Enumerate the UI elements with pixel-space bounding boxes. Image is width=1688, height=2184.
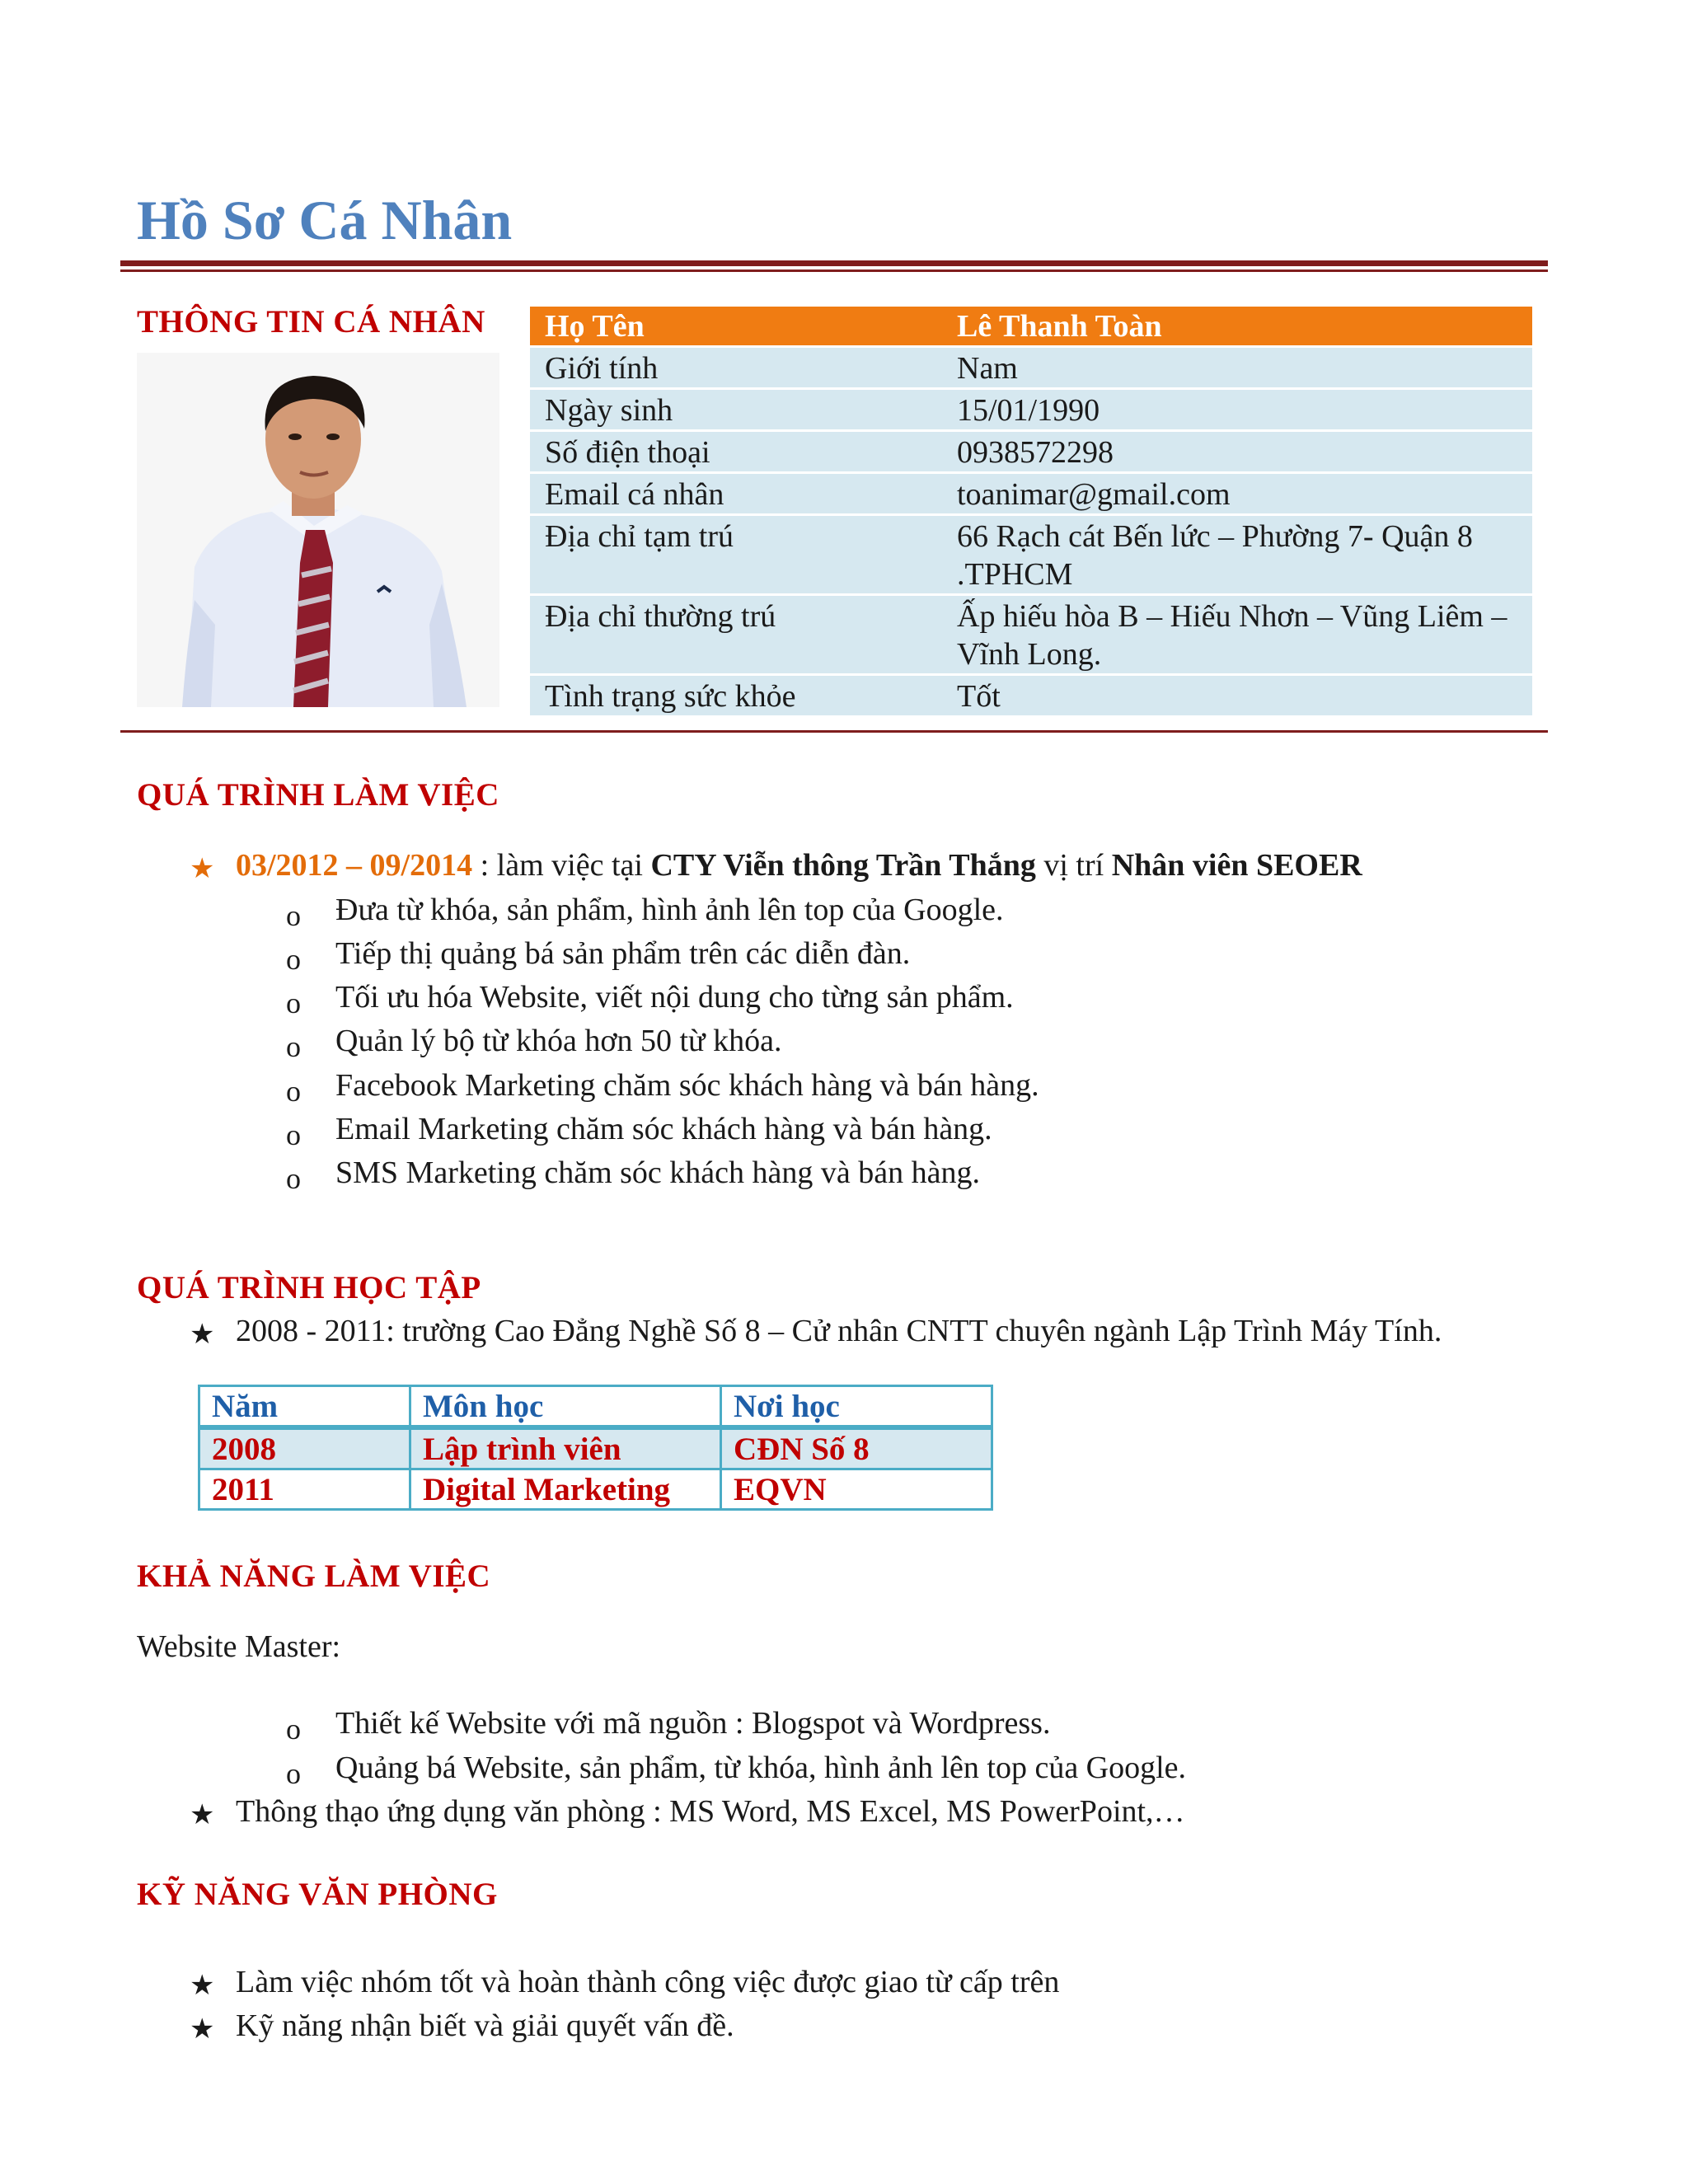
info-label: Ngày sinh <box>545 393 673 428</box>
info-header-row <box>530 307 1532 348</box>
star-bullet-icon: ★ <box>190 854 215 884</box>
info-value: Nam <box>957 351 1018 386</box>
info-row-phone <box>530 432 1532 474</box>
education-table-header <box>199 1386 992 1428</box>
info-value: 66 Rạch cát Bến lức – Phường 7- Quận 8 .TPHCM <box>957 519 1473 592</box>
name-label: Họ Tên <box>545 308 645 344</box>
info-row-birthday <box>530 390 1532 432</box>
office-skill-item: Làm việc nhóm tốt và hoàn thành công việc được giao từ cấp trên <box>236 1965 1060 1999</box>
work-period: 03/2012 – 09/2014 <box>236 848 473 883</box>
cell-year: 2008 <box>199 1427 410 1469</box>
cell-subject: Digital Marketing <box>410 1469 721 1510</box>
info-row-perm-address <box>530 596 1532 676</box>
star-bullet-icon: ★ <box>190 1800 215 1830</box>
profile-photo <box>137 353 499 707</box>
work-company: CTY Viễn thông Trần Thắng <box>650 848 1036 883</box>
work-position: Nhân viên SEOER <box>1111 848 1362 883</box>
office-skills-heading: KỸ NĂNG VĂN PHÒNG <box>137 1877 498 1912</box>
circle-bullet-icon: o <box>286 1757 301 1790</box>
work-task: Quản lý bộ từ khóa hơn 50 từ khóa. <box>335 1024 782 1058</box>
work-text-2: vị trí <box>1035 848 1112 883</box>
info-value: toanimar@gmail.com <box>957 477 1231 512</box>
info-label: Tình trạng sức khỏe <box>545 679 796 714</box>
cell-year: 2011 <box>199 1469 410 1510</box>
portrait-image <box>137 353 499 707</box>
info-value: 0938572298 <box>957 435 1114 470</box>
col-place-header: Nơi học <box>721 1386 992 1428</box>
work-task: Tiếp thị quảng bá sản phẩm trên các diễn đàn. <box>335 936 911 971</box>
info-label: Địa chỉ tạm trú <box>545 519 734 554</box>
ability-item: Thiết kế Website với mã nguồn : Blogspot và Wordpress. <box>335 1706 1051 1741</box>
info-label: Giới tính <box>545 351 659 386</box>
personal-info-table <box>530 307 1532 718</box>
work-task: Email Marketing chăm sóc khách hàng và bán hàng. <box>335 1112 992 1146</box>
col-year-header: Năm <box>199 1386 410 1428</box>
office-skill-item: Kỹ năng nhận biết và giải quyết vấn đề. <box>236 2008 734 2043</box>
personal-info-heading: THÔNG TIN CÁ NHÂN <box>137 304 485 340</box>
info-value: Ấp hiếu hòa B – Hiếu Nhơn – Vũng Liêm – Vĩnh Long. <box>957 599 1507 672</box>
circle-bullet-icon: o <box>286 943 301 976</box>
circle-bullet-icon: o <box>286 1713 301 1746</box>
document-title: Hồ Sơ Cá Nhân <box>137 189 513 251</box>
circle-bullet-icon: o <box>286 1118 301 1151</box>
star-bullet-icon: ★ <box>190 1319 215 1350</box>
work-text-1: : làm việc tại <box>472 848 651 883</box>
ability-item: Quảng bá Website, sản phẩm, từ khóa, hình ảnh lên top của Google. <box>335 1750 1187 1785</box>
info-label: Email cá nhân <box>545 477 724 512</box>
education-summary: 2008 - 2011: trường Cao Đẳng Nghề Số 8 – Cử nhân CNTT chuyên ngành Lập Trình Máy Tính. <box>236 1314 1442 1348</box>
circle-bullet-icon: o <box>286 1075 301 1108</box>
star-bullet-icon: ★ <box>190 1971 215 2001</box>
info-row-temp-address <box>530 516 1532 596</box>
section-divider <box>120 730 1548 733</box>
education-table <box>198 1385 993 1511</box>
info-value: Tốt <box>957 679 1001 714</box>
title-rule-thin <box>120 269 1548 272</box>
circle-bullet-icon: o <box>286 1162 301 1195</box>
work-task: SMS Marketing chăm sóc khách hàng và bán hàng. <box>335 1155 980 1190</box>
circle-bullet-icon: o <box>286 1030 301 1063</box>
star-bullet-icon: ★ <box>190 2014 215 2045</box>
title-rule-thick <box>120 260 1548 266</box>
office-apps-item: Thông thạo ứng dụng văn phòng : MS Word, MS Excel, MS PowerPoint,… <box>236 1794 1185 1829</box>
abilities-heading: KHẢ NĂNG LÀM VIỆC <box>137 1558 491 1594</box>
abilities-intro: Website Master: <box>137 1629 341 1664</box>
circle-bullet-icon: o <box>286 987 301 1019</box>
cell-subject: Lập trình viên <box>410 1427 721 1469</box>
work-task: Tối ưu hóa Website, viết nội dung cho từng sản phẩm. <box>335 980 1014 1015</box>
table-row <box>199 1469 992 1510</box>
info-value: 15/01/1990 <box>957 393 1100 428</box>
col-subject-header: Môn học <box>410 1386 721 1428</box>
cell-place: EQVN <box>721 1469 992 1510</box>
circle-bullet-icon: o <box>286 899 301 932</box>
work-task: Đưa từ khóa, sản phẩm, hình ảnh lên top của Google. <box>335 893 1004 927</box>
education-heading: QUÁ TRÌNH HỌC TẬP <box>137 1270 481 1305</box>
work-task: Facebook Marketing chăm sóc khách hàng và bán hàng. <box>335 1068 1039 1103</box>
info-row-health <box>530 676 1532 718</box>
info-row-gender <box>530 348 1532 390</box>
cell-place: CĐN Số 8 <box>721 1427 992 1469</box>
table-row <box>199 1427 992 1469</box>
work-history-heading: QUÁ TRÌNH LÀM VIỆC <box>137 777 499 813</box>
info-label: Số điện thoại <box>545 435 710 470</box>
info-label: Địa chỉ thường trú <box>545 599 776 634</box>
name-value: Lê Thanh Toàn <box>957 308 1162 344</box>
work-entry <box>236 847 1362 885</box>
info-row-email <box>530 474 1532 516</box>
